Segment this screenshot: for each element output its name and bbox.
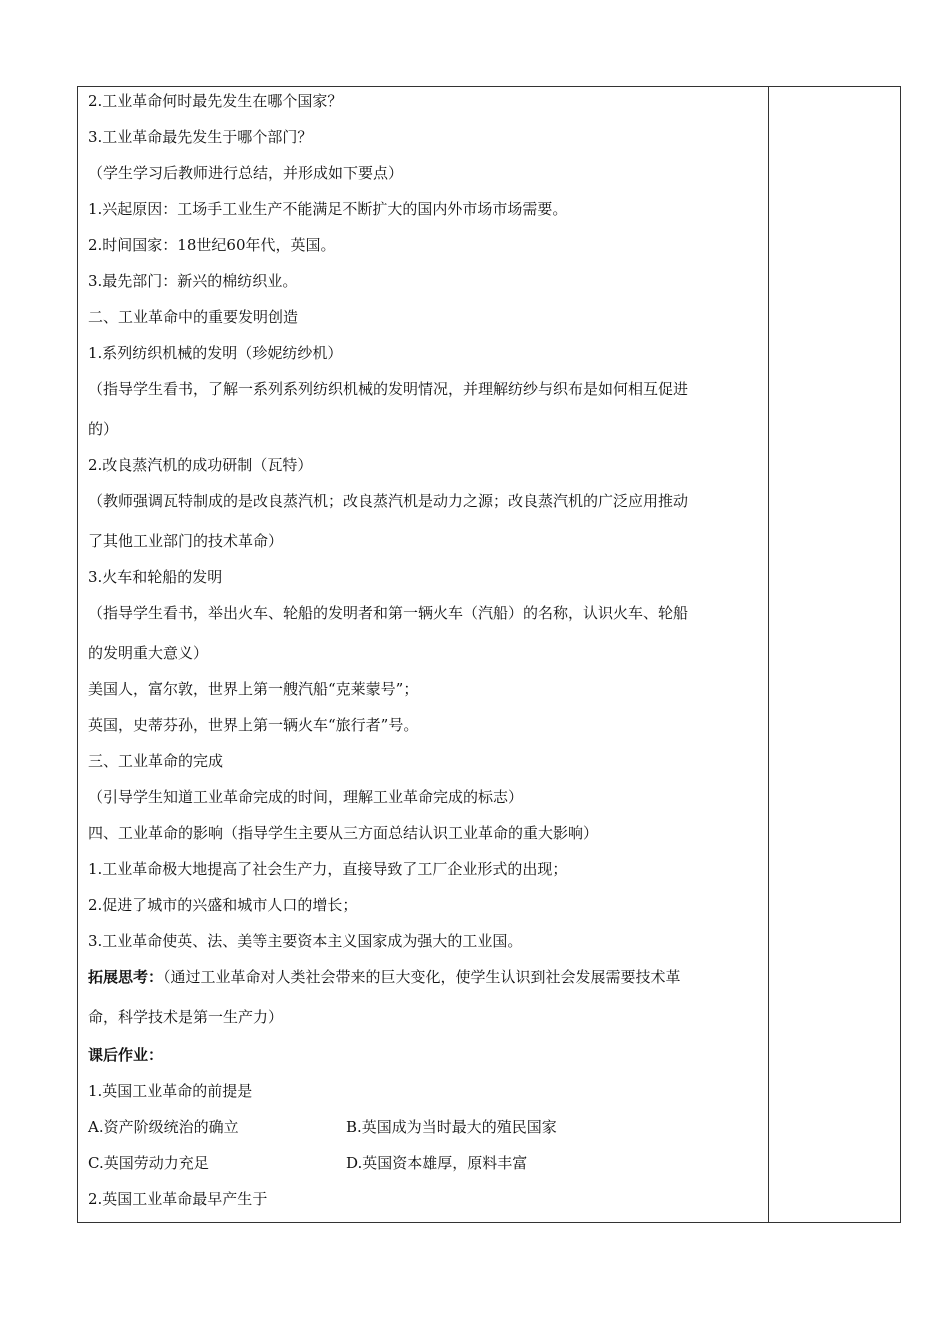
text-line: 1.系列纺织机械的发明（珍妮纺纱机） (88, 344, 343, 362)
column-divider (768, 87, 769, 1222)
text-line: 1.兴起原因：工场手工业生产不能满足不断扩大的国内外市场市场需要。 (88, 200, 568, 218)
option-c: C.英国劳动力充足 (88, 1154, 209, 1172)
text-line: （指导学生看书，了解一系列系列纺织机械的发明情况，并理解纺纱与织布是如何相互促进 (88, 380, 689, 398)
extension-line-2: 命，科学技术是第一生产力） (88, 1008, 284, 1026)
text-line: 3.最先部门：新兴的棉纺织业。 (88, 272, 298, 290)
text-line: 1.工业革命极大地提高了社会生产力，直接导致了工厂企业形式的出现； (88, 860, 568, 878)
text-line: 2.时间国家：18世纪60年代，英国。 (88, 236, 336, 254)
question-2: 2.英国工业革命最早产生于 (88, 1190, 268, 1208)
section-heading: 三、工业革命的完成 (88, 752, 224, 770)
text-line: 美国人，富尔敦，世界上第一艘汽船“克莱蒙号”； (88, 680, 419, 698)
question-1: 1.英国工业革命的前提是 (88, 1082, 253, 1100)
text-line: （学生学习后教师进行总结，并形成如下要点） (88, 164, 404, 182)
text-line: （引导学生知道工业革命完成的时间，理解工业革命完成的标志） (88, 788, 524, 806)
text-line: 的） (88, 420, 119, 438)
text-line: 2.工业革命何时最先发生在哪个国家？ (88, 92, 343, 110)
text-line: 3.工业革命最先发生于哪个部门？ (88, 128, 313, 146)
lesson-table (77, 86, 901, 1223)
text-line: 2.促进了城市的兴盛和城市人口的增长； (88, 896, 358, 914)
extension-label: 拓展思考： (88, 968, 164, 986)
text-line: （指导学生看书，举出火车、轮船的发明者和第一辆火车（汽船）的名称，认识火车、轮船 (88, 604, 689, 622)
section-heading: 二、工业革命中的重要发明创造 (88, 308, 299, 326)
text-line: 的发明重大意义） (88, 644, 209, 662)
section-heading: 四、工业革命的影响（指导学生主要从三方面总结认识工业革命的重大影响） (88, 824, 599, 842)
text-line: （教师强调瓦特制成的是改良蒸汽机；改良蒸汽机是动力之源；改良蒸汽机的广泛应用推动 (88, 492, 689, 510)
extension-line (88, 967, 681, 987)
text-line: 3.工业革命使英、法、美等主要资本主义国家成为强大的工业国。 (88, 932, 523, 950)
option-b: B.英国成为当时最大的殖民国家 (346, 1118, 557, 1136)
homework-label: 课后作业： (88, 1046, 164, 1064)
extension-text: （通过工业革命对人类社会带来的巨大变化，使学生认识到社会发展需要技术革 (163, 968, 681, 986)
option-d: D.英国资本雄厚，原料丰富 (346, 1154, 528, 1172)
text-line: 了其他工业部门的技术革命） (88, 532, 284, 550)
text-line: 2.改良蒸汽机的成功研制（瓦特） (88, 456, 313, 474)
text-line: 3.火车和轮船的发明 (88, 568, 223, 586)
option-a: A.资产阶级统治的确立 (88, 1118, 239, 1136)
text-line: 英国，史蒂芬孙，世界上第一辆火车“旅行者”号。 (88, 716, 419, 734)
